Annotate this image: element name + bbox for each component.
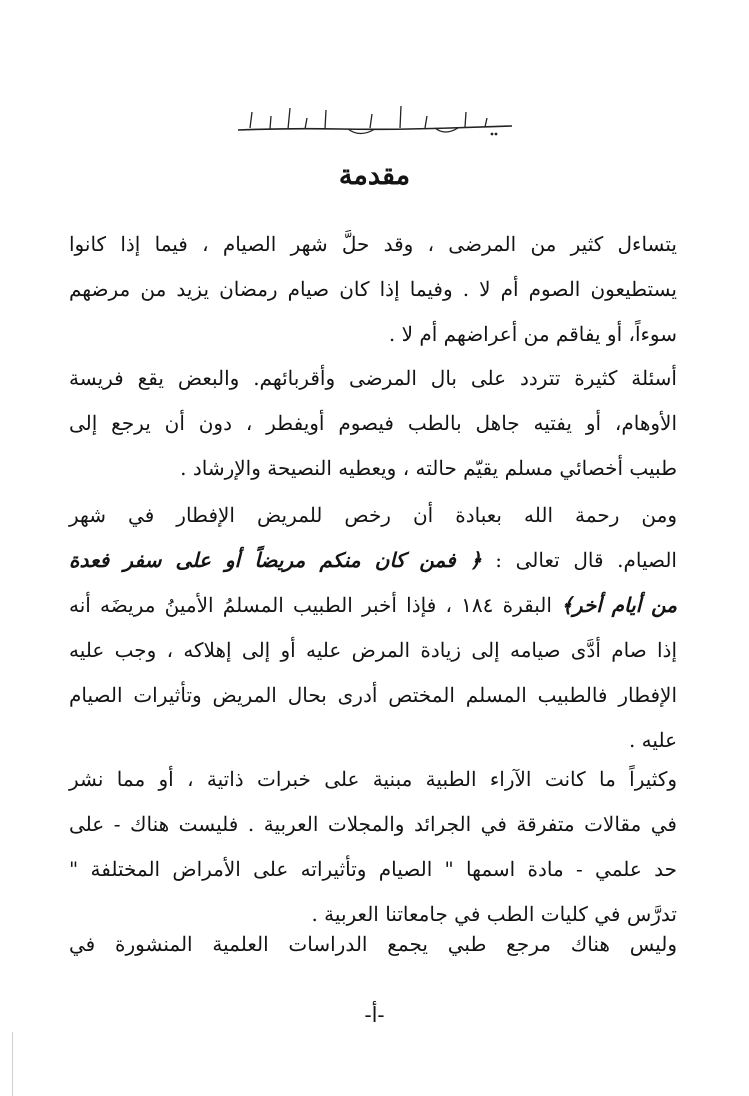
quran-verse: ﴿ فمن كان منكم مريضاً أو على سفر فعدة (69, 548, 482, 572)
paragraph-2 (69, 356, 677, 491)
text-line: وليس هناك مرجع طبي يجمع الدراسات العلمية المنشورة في (69, 932, 677, 956)
text-line: الأوهام، أو يفتيه جاهل بالطب فيصوم أويفطر ، دون أن يرجع إلى (69, 411, 677, 435)
text-line: في مقالات متفرقة في الجرائد والمجلات العربية . فليست هناك - على (69, 812, 677, 836)
paragraph-3 (69, 493, 677, 763)
text-line: يتساءل كثير من المرضى ، وقد حلَّ شهر الصيام ، فيما إذا كانوا (69, 232, 677, 256)
scan-edge-line (12, 1032, 13, 1096)
text-line: يستطيعون الصوم أم لا . وفيما إذا كان صيام رمضان يزيد من مرضهم (69, 277, 677, 301)
text-line (69, 583, 677, 628)
text-line (69, 538, 677, 583)
quran-verse: من أيام أخر﴾ (561, 593, 678, 617)
text-line: الإفطار فالطبيب المسلم المختص أدرى بحال المريض وتأثيرات الصيام (69, 683, 677, 707)
text-line: وكثيراً ما كانت الآراء الطبية مبنية على خبرات ذاتية ، أو مما نشر (69, 767, 677, 791)
text-line: ومن رحمة الله بعبادة أن رخص للمريض الإفطار في شهر (69, 503, 677, 527)
text-line: سوءاً، أو يفاقم من أعراضهم أم لا . (388, 322, 677, 346)
text-segment: البقرة ١٨٤ ، فإذا أخبر الطبيب المسلمُ الأمينُ مريضَه أنه (69, 593, 562, 617)
paragraph-5 (69, 922, 677, 967)
text-line: عليه . (628, 728, 677, 752)
text-line: أسئلة كثيرة تتردد على بال المرضى وأقربائهم. والبعض يقع فريسة (69, 366, 677, 390)
text-line: حد علمي - مادة اسمها " الصيام وتأثيراته على الأمراض المختلفة " (69, 857, 677, 881)
text-line: طبيب أخصائي مسلم يقيّم حالته ، ويعطيه النصيحة والإرشاد . (180, 456, 677, 480)
text-line: تدرَّس في كليات الطب في جامعاتنا العربية . (311, 902, 677, 926)
text-segment: الصيام. قال تعالى : (481, 548, 677, 572)
page-title: مقدمة (338, 160, 411, 191)
text-line: إذا صام أدَّى صيامه إلى زيادة المرض عليه أو إلى إهلاكه ، وجب عليه (69, 638, 677, 662)
paragraph-1 (69, 222, 677, 357)
paragraph-4 (69, 757, 677, 937)
page-number: -أ- (364, 1003, 385, 1027)
